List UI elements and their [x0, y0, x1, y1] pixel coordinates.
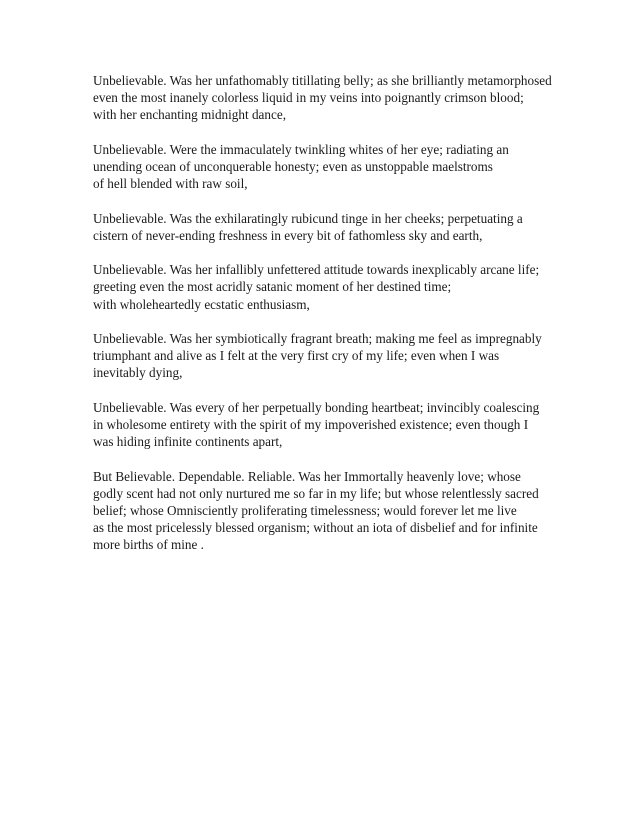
poem-line: Unbelievable. Was her symbiotically fragrant breath; making me feel as impregnably: [93, 330, 542, 346]
poem-line: with wholeheartedly ecstatic enthusiasm,: [93, 296, 310, 312]
poem-line: triumphant and alive as I felt at the very first cry of my life; even when I was: [93, 348, 500, 364]
stanza-4: [93, 261, 563, 313]
poem-line: as the most pricelessly blessed organism; without an iota of disbelief and for infinite: [93, 520, 538, 536]
poem-line: Unbelievable. Was every of her perpetually bonding heartbeat; invincibly coalescing: [93, 399, 540, 415]
stanza-1: [93, 72, 563, 124]
poem-line: Unbelievable. Was the exhilaratingly rubicund tinge in her cheeks; perpetuating a: [93, 210, 523, 226]
poem-line: with her enchanting midnight dance,: [93, 107, 286, 123]
poem-line: of hell blended with raw soil,: [93, 176, 248, 192]
poem-document: [93, 72, 563, 571]
poem-line: godly scent had not only nurtured me so far in my life; but whose relentlessly sacred: [93, 485, 539, 501]
poem-line: Unbelievable. Were the immaculately twinkling whites of her eye; radiating an: [93, 141, 509, 157]
stanza-6: [93, 399, 563, 451]
poem-line: inevitably dying,: [93, 365, 183, 381]
poem-line: Unbelievable. Was her unfathomably titillating belly; as she brilliantly metamorphosed: [93, 73, 552, 88]
poem-line: even the most inanely colorless liquid in my veins into poignantly crimson blood;: [93, 90, 524, 106]
poem-line: But Believable. Dependable. Reliable. Was her Immortally heavenly love; whose: [93, 468, 521, 484]
poem-line: unending ocean of unconquerable honesty; even as unstoppable maelstroms: [93, 159, 493, 174]
stanza-3: [93, 210, 563, 244]
poem-line: cistern of never-ending freshness in every bit of fathomless sky and earth,: [93, 227, 483, 243]
poem-line: in wholesome entirety with the spirit of my impoverished existence; even though I: [93, 416, 529, 432]
poem-line: Unbelievable. Was her infallibly unfettered attitude towards inexplicably arcane life;: [93, 262, 540, 278]
poem-line: was hiding infinite continents apart,: [93, 434, 283, 450]
poem-line: belief; whose Omnisciently proliferating timelessness; would forever let me live: [93, 502, 517, 518]
stanza-2: [93, 141, 563, 193]
stanza-5: [93, 330, 563, 382]
poem-line: more births of mine .: [93, 537, 204, 553]
stanza-7: [93, 468, 563, 554]
poem-line: greeting even the most acridly satanic moment of her destined time;: [93, 279, 452, 295]
